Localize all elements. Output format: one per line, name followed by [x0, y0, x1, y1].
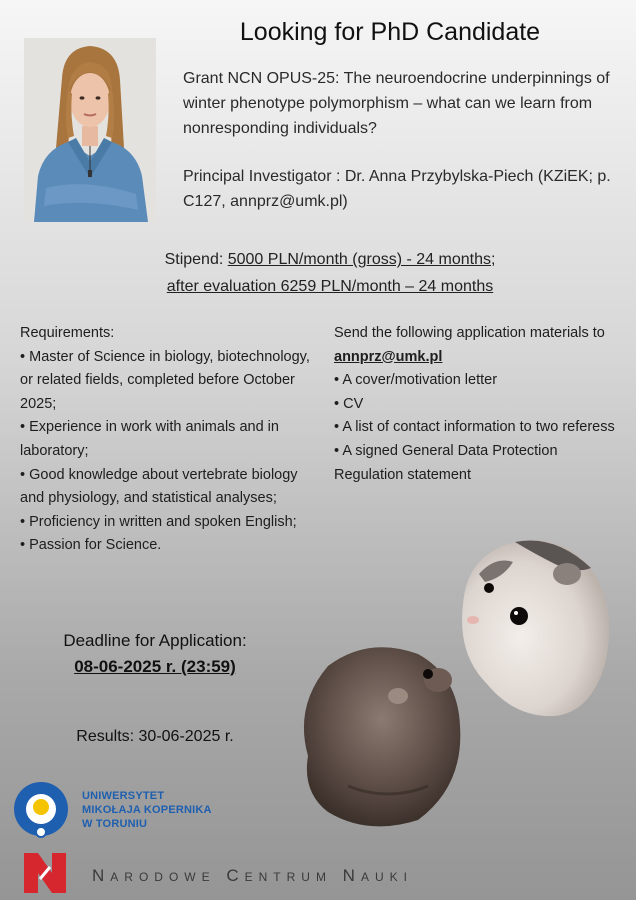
results-date: Results: 30-06-2025 r. — [76, 728, 234, 745]
umk-logo — [12, 782, 70, 840]
application-heading-text: Send the following application materials to — [334, 325, 605, 341]
deadline-label: Deadline for Application: — [63, 631, 247, 650]
dark-hamster-image — [288, 636, 468, 832]
application-item: • A list of contact information to two referess — [334, 416, 624, 440]
application-email-link[interactable]: annprz@umk.pl — [334, 348, 443, 365]
requirement-item: • Master of Science in biology, biotechnology, or related fields, completed before October 2025; — [20, 346, 320, 417]
stipend-line-1 — [110, 246, 550, 273]
investigator-photo — [24, 38, 156, 222]
umk-name-line-1: UNIWERSYTET — [82, 790, 165, 802]
application-item: • A cover/motivation letter — [334, 369, 624, 393]
umk-name — [82, 789, 212, 831]
deadline-block — [30, 628, 280, 680]
application-item: • CV — [334, 393, 624, 417]
requirements-list — [20, 346, 320, 558]
requirement-item: • Good knowledge about vertebrate biology and physiology, and statistical analyses; — [20, 464, 320, 511]
requirement-item: • Proficiency in written and spoken English; — [20, 511, 320, 535]
umk-name-line-2: MIKOŁAJA KOPERNIKA — [82, 804, 212, 816]
requirements-heading: Requirements: — [20, 325, 115, 341]
white-hamster-image — [455, 534, 615, 719]
stipend-amount: 5000 PLN/month (gross) - 24 months; — [227, 251, 496, 268]
application-materials-list — [334, 369, 624, 487]
ncn-logo — [24, 853, 66, 893]
requirement-item: • Passion for Science. — [20, 534, 320, 558]
application-item: • A signed General Data Protection Regulation statement — [334, 440, 624, 487]
grant-description: Grant NCN OPUS-25: The neuroendocrine underpinnings of winter phenotype polymorphism – what can we learn from nonresponding individuals? — [183, 70, 610, 137]
application-heading — [334, 322, 624, 369]
deadline-date: 08-06-2025 r. (23:59) — [74, 657, 236, 676]
stipend-block — [110, 246, 550, 300]
requirements-section — [20, 322, 320, 558]
stipend-line-2: after evaluation 6259 PLN/month – 24 months — [166, 278, 494, 295]
poster-title: Looking for PhD Candidate — [239, 18, 541, 46]
stipend-label: Stipend: — [164, 251, 228, 268]
principal-investigator: Principal Investigator : Dr. Anna Przybylska-Piech (KZiEK; p. C127, annprz@umk.pl) — [183, 168, 611, 210]
umk-name-line-3: W TORUNIU — [82, 818, 148, 830]
application-section — [334, 322, 624, 487]
ncn-name: Narodowe Centrum Nauki — [92, 866, 413, 885]
requirement-item: • Experience in work with animals and in laboratory; — [20, 416, 320, 463]
